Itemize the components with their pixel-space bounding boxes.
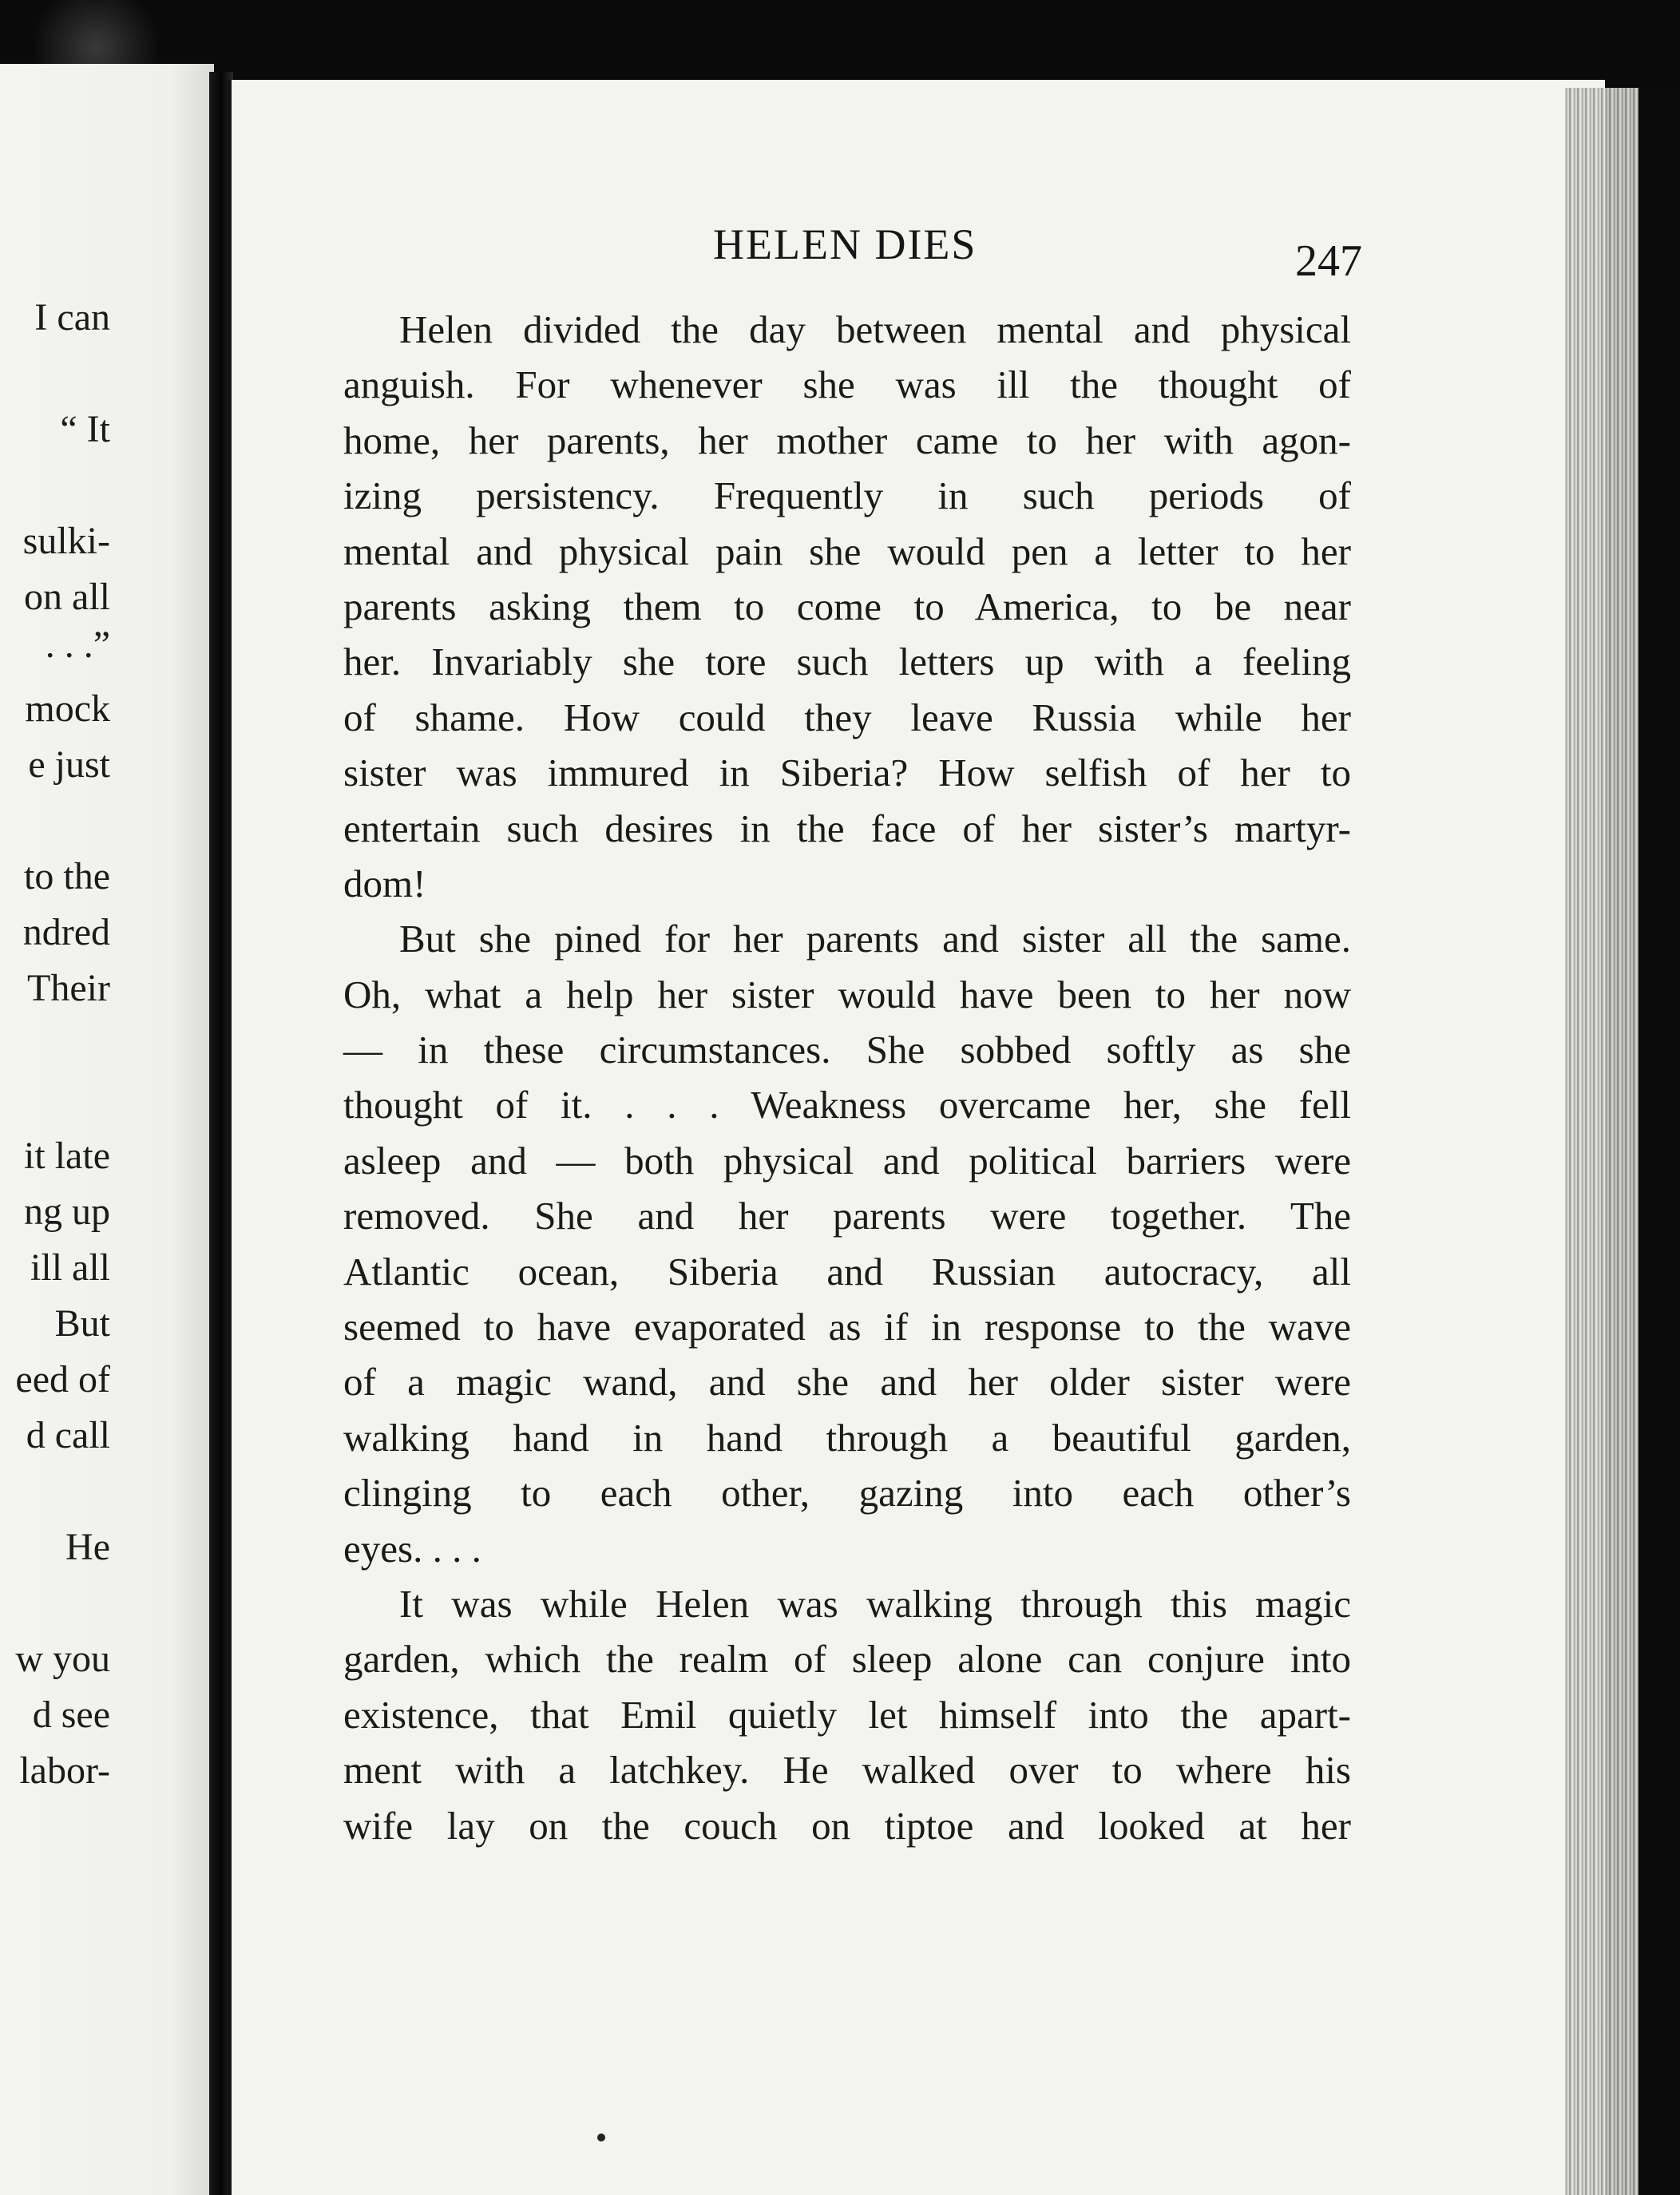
left-line-fragment: Their bbox=[27, 967, 110, 1009]
text-line: garden, which the realm of sleep alone can conjure into bbox=[343, 1637, 1351, 1682]
text-line: existence, that Emil quietly let himself into the apart- bbox=[343, 1692, 1351, 1737]
left-line-fragment: mock bbox=[25, 687, 110, 730]
text-line: anguish. For whenever she was ill the thought of bbox=[343, 363, 1351, 407]
left-line-fragment: I can bbox=[34, 296, 110, 339]
text-line: But she pined for her parents and sister all the same. bbox=[399, 917, 1351, 961]
text-line: asleep and — both physical and political barriers were bbox=[343, 1138, 1351, 1183]
text-line: seemed to have evaporated as if in response to the wave bbox=[343, 1305, 1351, 1349]
left-line-fragment: ill all bbox=[30, 1246, 110, 1289]
left-line-fragment: d see bbox=[32, 1694, 110, 1736]
left-line-fragment: He bbox=[65, 1526, 110, 1568]
left-line-fragment: But bbox=[54, 1302, 110, 1345]
text-line: It was while Helen was walking through this magic bbox=[399, 1581, 1351, 1626]
text-line: sister was immured in Siberia? How selfish of her to bbox=[343, 751, 1351, 795]
left-line-fragment: labor- bbox=[19, 1749, 110, 1792]
text-line: Atlantic ocean, Siberia and Russian autocracy, all bbox=[343, 1249, 1351, 1294]
text-line: of a magic wand, and she and her older sister were bbox=[343, 1360, 1351, 1405]
left-line-fragment: “ It bbox=[60, 408, 110, 450]
text-line: of shame. How could they leave Russia while her bbox=[343, 695, 1351, 739]
text-line: home, her parents, her mother came to her with agon- bbox=[343, 418, 1351, 462]
text-line: walking hand in hand through a beautiful garden, bbox=[343, 1415, 1351, 1460]
left-line-fragment: to the bbox=[24, 855, 110, 897]
text-line: dom! bbox=[343, 861, 426, 905]
text-line: Oh, what a help her sister would have been to her now bbox=[343, 972, 1351, 1016]
text-line: izing persistency. Frequently in such periods of bbox=[343, 473, 1351, 518]
text-line: ment with a latchkey. He walked over to where his bbox=[343, 1748, 1351, 1793]
left-line-fragment: sulki- bbox=[22, 520, 110, 562]
left-line-fragment: ng up bbox=[24, 1191, 110, 1233]
text-line: removed. She and her parents were together. The bbox=[343, 1194, 1351, 1238]
text-line: mental and physical pain she would pen a letter to her bbox=[343, 529, 1351, 573]
left-line-fragment: w you bbox=[15, 1638, 110, 1680]
scan-border-right bbox=[1638, 88, 1680, 2195]
text-line: parents asking them to come to America, to be near bbox=[343, 584, 1351, 628]
body-text bbox=[343, 302, 1351, 1853]
left-line-fragment: ndred bbox=[22, 911, 110, 953]
text-line: Helen divided the day between mental and physical bbox=[399, 307, 1351, 351]
left-line-fragment: it late bbox=[24, 1135, 110, 1177]
left-line-fragment: d call bbox=[26, 1414, 110, 1456]
text-line: thought of it. . . . Weakness overcame her, she fell bbox=[343, 1083, 1351, 1127]
signature-dot bbox=[597, 2134, 605, 2142]
left-line-fragment: . . .” bbox=[45, 624, 110, 666]
text-line: her. Invariably she tore such letters up with a feeling bbox=[343, 640, 1351, 684]
running-head: HELEN DIES bbox=[713, 220, 977, 268]
left-facing-page bbox=[0, 64, 214, 2195]
text-line: clinging to each other, gazing into each other’s bbox=[343, 1471, 1351, 1516]
text-line: — in these circumstances. She sobbed softly as she bbox=[343, 1028, 1351, 1072]
page-number: 247 bbox=[1295, 236, 1362, 286]
page-edge-stack bbox=[1565, 88, 1638, 2195]
left-line-fragment: e just bbox=[28, 743, 110, 786]
left-line-fragment: on all bbox=[24, 576, 110, 618]
scan-border bbox=[0, 0, 1680, 72]
text-line: wife lay on the couch on tiptoe and looked at her bbox=[343, 1803, 1351, 1848]
text-line: eyes. . . . bbox=[343, 1526, 481, 1571]
text-line: entertain such desires in the face of her sister’s martyr- bbox=[343, 806, 1351, 850]
left-line-fragment: eed of bbox=[15, 1358, 110, 1401]
